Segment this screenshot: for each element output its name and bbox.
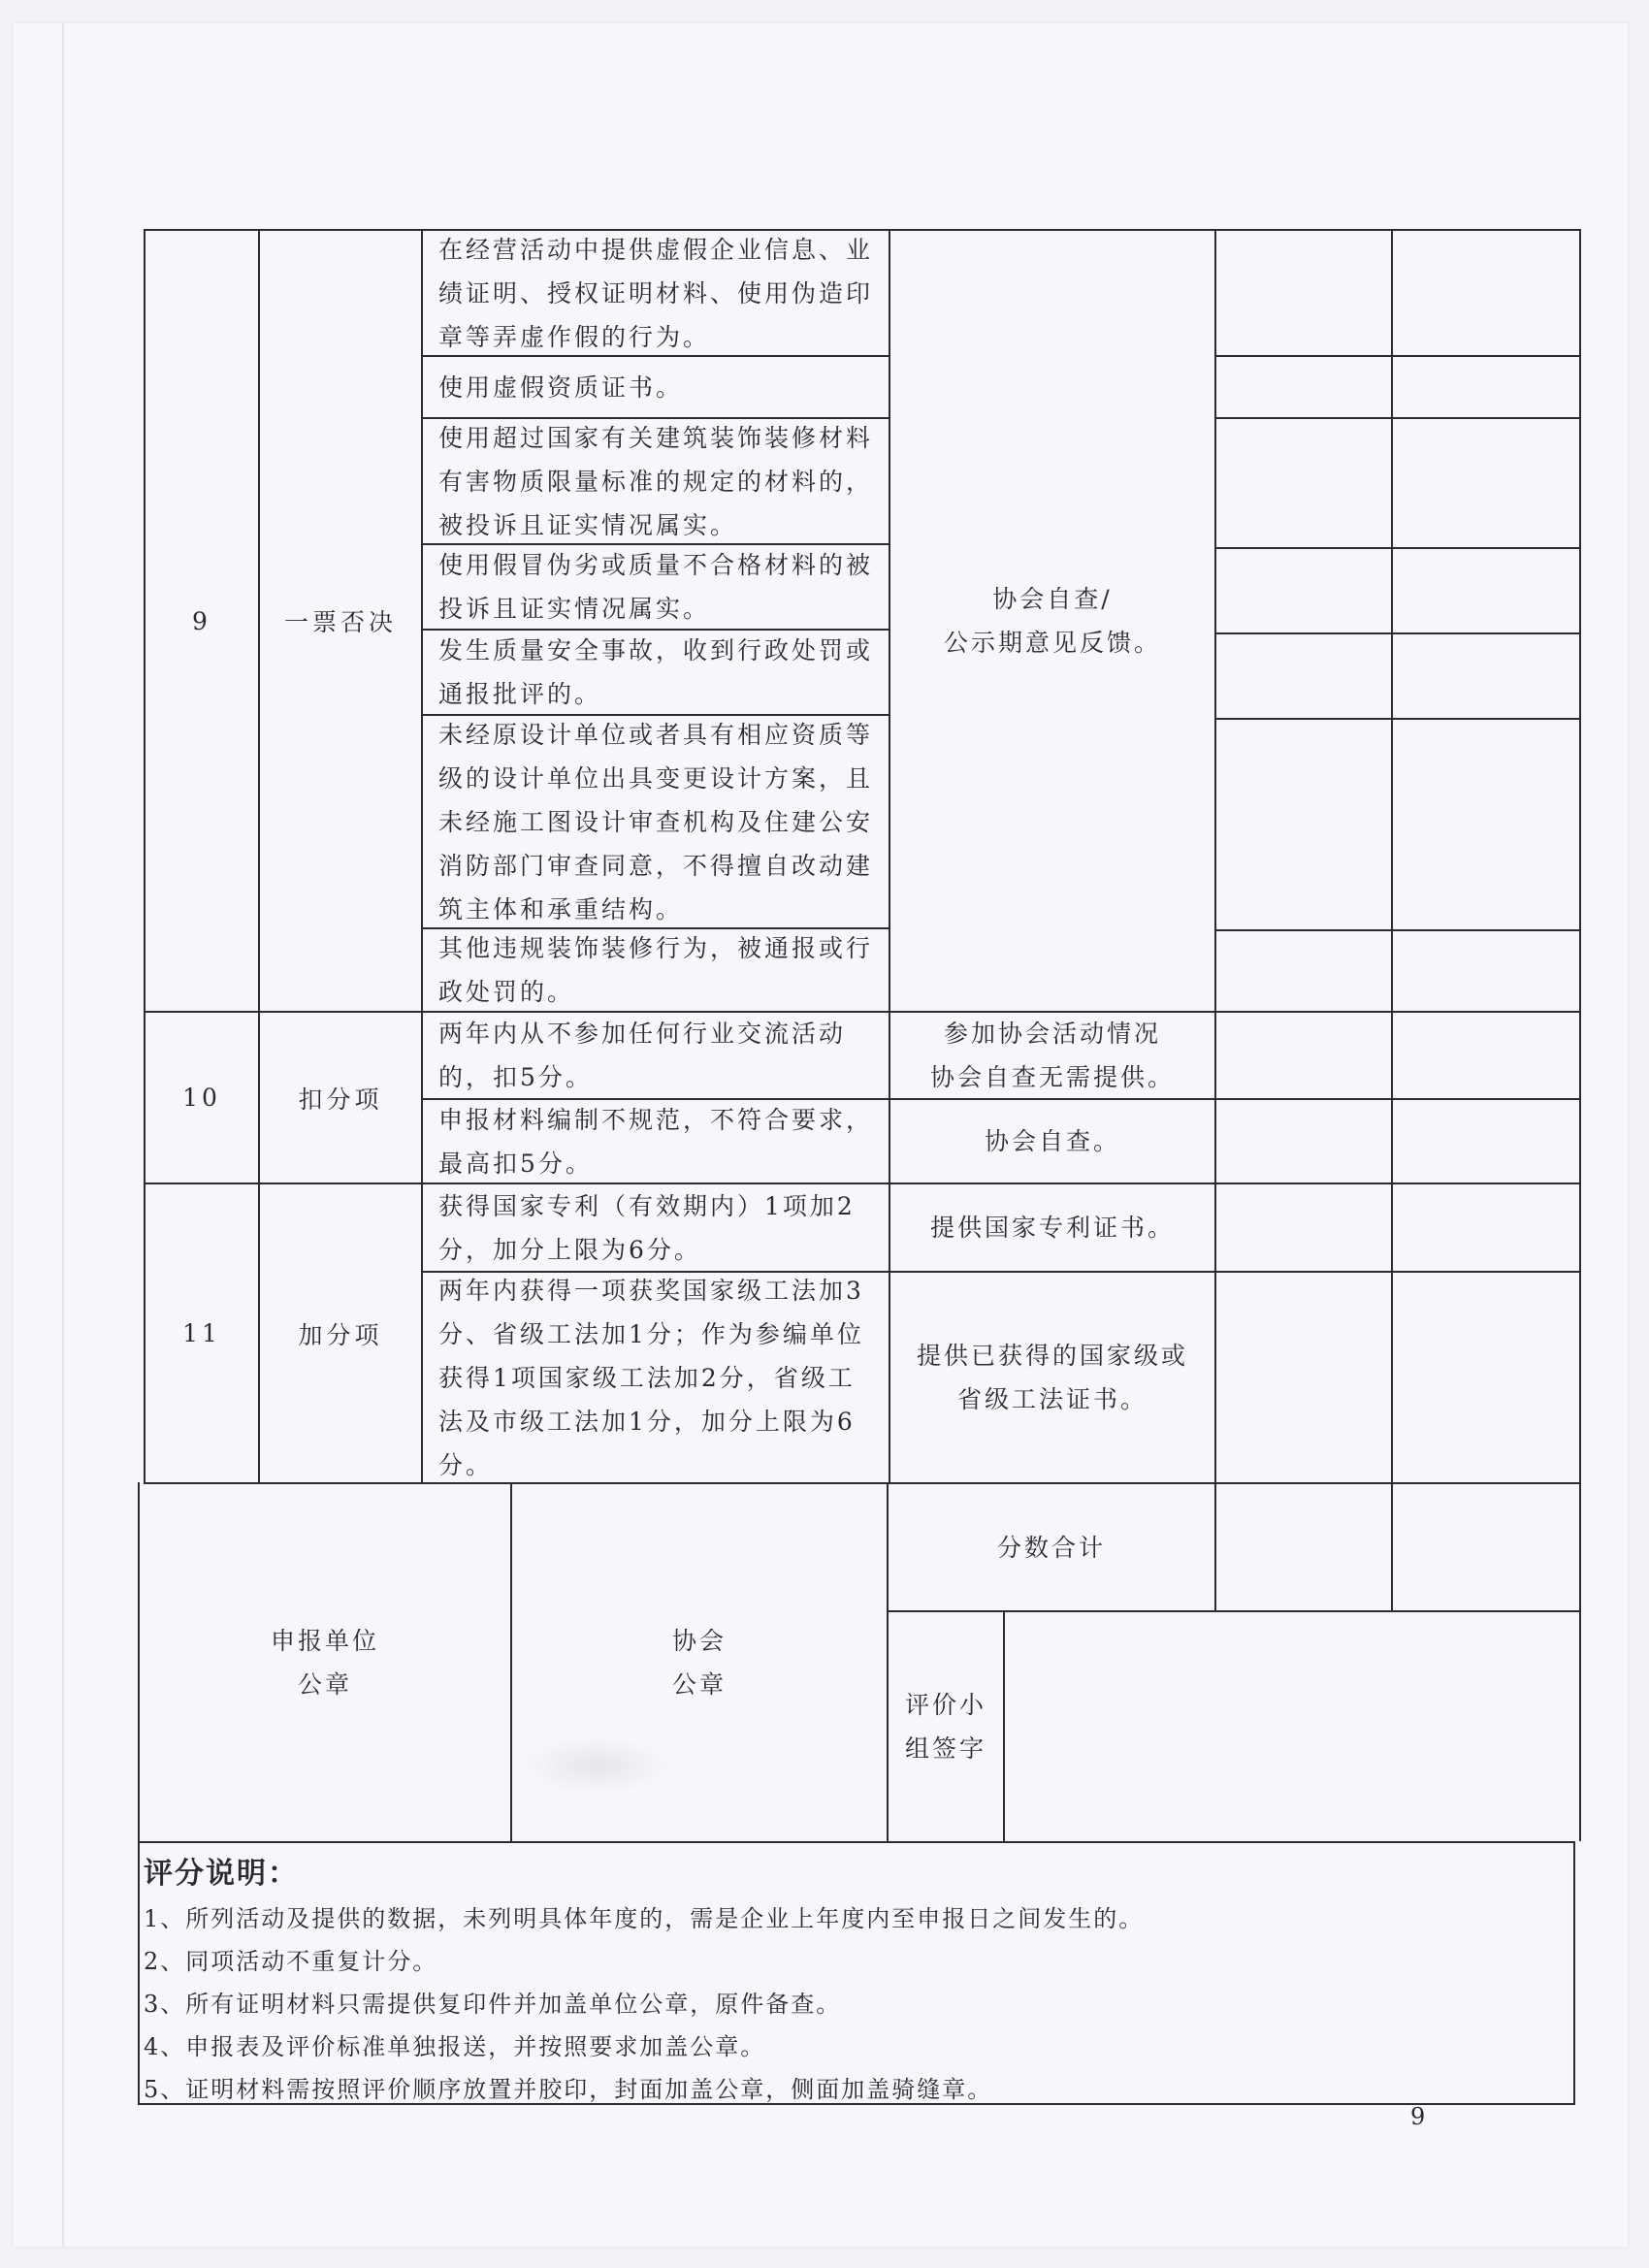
note-item: 1、所列活动及提供的数据，未列明具体年度的，需是企业上年度内至申报日之间发生的。: [144, 1905, 1145, 1932]
row11-evidence-2-line2: 省级工法证书。: [956, 1385, 1148, 1413]
panel-signature-label: [889, 1612, 1003, 1841]
applicant-seal-label: 申报单位: [270, 1627, 379, 1655]
row9-category: 一票否决: [283, 608, 397, 636]
row11-number: 11: [182, 1319, 221, 1347]
notes-title: 评分说明：: [144, 1857, 299, 1891]
row11-category: 加分项: [298, 1320, 383, 1349]
row11-criterion-1: 获得国家专利（有效期内）1项加2分，加分上限为6分。: [438, 1191, 856, 1264]
note-item: 4、申报表及评价标准单独报送，并按照要求加盖公章。: [144, 2033, 766, 2060]
row10-category: 扣分项: [298, 1085, 383, 1114]
panel-signature-line1: 评价小: [904, 1691, 986, 1719]
note-item: 5、证明材料需按照评价顺序放置并胶印，封面加盖公章，侧面加盖骑缝章。: [144, 2076, 993, 2103]
row11-evidence-2-line1: 提供已获得的国家级或: [916, 1342, 1188, 1370]
row10-evidence-2-line1: 协会自查。: [984, 1127, 1120, 1155]
row9-criterion-4: 使用假冒伪劣或质量不合格材料的被投诉且证实情况属实。: [438, 551, 874, 623]
row10-evidence-1-line1: 参加协会活动情况: [943, 1020, 1161, 1048]
faint-stamp-mark: [524, 1736, 669, 1795]
row9-criterion-1: 在经营活动中提供虚假企业信息、业绩证明、授权证明材料、使用伪造印章等弄虚作假的行为。: [438, 235, 874, 351]
row10-evidence-2: [890, 1100, 1214, 1183]
scoring-notes: [144, 1849, 1560, 2111]
row11-evidence-1: [890, 1184, 1214, 1271]
row10-evidence-1: [890, 1013, 1214, 1098]
row9-criterion-2: 使用虚假资质证书。: [438, 373, 684, 402]
row9-criterion-5: 发生质量安全事故，收到行政处罚或通报批评的。: [438, 636, 874, 708]
note-item: 2、同项活动不重复计分。: [144, 1948, 438, 1975]
row10-number: 10: [182, 1084, 221, 1112]
note-item: 3、所有证明材料只需提供复印件并加盖单位公章，原件备查。: [144, 1991, 842, 2018]
page-number: 9: [1410, 2103, 1426, 2130]
applicant-seal-sublabel: 公章: [297, 1670, 352, 1699]
row10-criterion-1: 两年内从不参加任何行业交流活动的，扣5分。: [438, 1020, 847, 1091]
applicant-seal-cell: [140, 1484, 510, 1841]
panel-signature-line2: 组签字: [904, 1734, 986, 1763]
association-seal-sublabel: 公章: [671, 1670, 727, 1699]
row9-criterion-7: 其他违规装饰装修行为，被通报或行政处罚的。: [438, 934, 874, 1006]
row11-evidence-2: [890, 1273, 1214, 1482]
association-seal-label: 协会: [671, 1627, 727, 1655]
paper-fold: [62, 23, 64, 2247]
row11-criterion-2: 两年内获得一项获奖国家级工法加3分、省级工法加1分；作为参编单位获得1项国家级工法加2分，省级工法及市级工法加1分，加分上限为6分。: [438, 1276, 864, 1479]
row9-criterion-3: 使用超过国家有关建筑装饰装修材料有害物质限量标准的规定的材料的，被投诉且证实情况属实。: [438, 423, 874, 539]
row9-criterion-6: 未经原设计单位或者具有相应资质等级的设计单位出具变更设计方案，且未经施工图设计审查机构及住建公安消防部门审查同意，不得擅自改动建筑主体和承重结构。: [438, 720, 874, 923]
row11-evidence-1-line1: 提供国家专利证书。: [929, 1214, 1175, 1242]
row10-criterion-2: 申报材料编制不规范，不符合要求，最高扣5分。: [438, 1105, 874, 1178]
row9-evidence-line1: 协会自查/: [992, 585, 1113, 613]
row10-evidence-1-line2: 协会自查无需提供。: [929, 1063, 1175, 1091]
row9-number: 9: [192, 606, 211, 635]
row9-evidence-line2: 公示期意见反馈。: [943, 629, 1161, 657]
row9-evidence: [890, 231, 1214, 1011]
score-total-label: 分数合计: [996, 1533, 1106, 1562]
